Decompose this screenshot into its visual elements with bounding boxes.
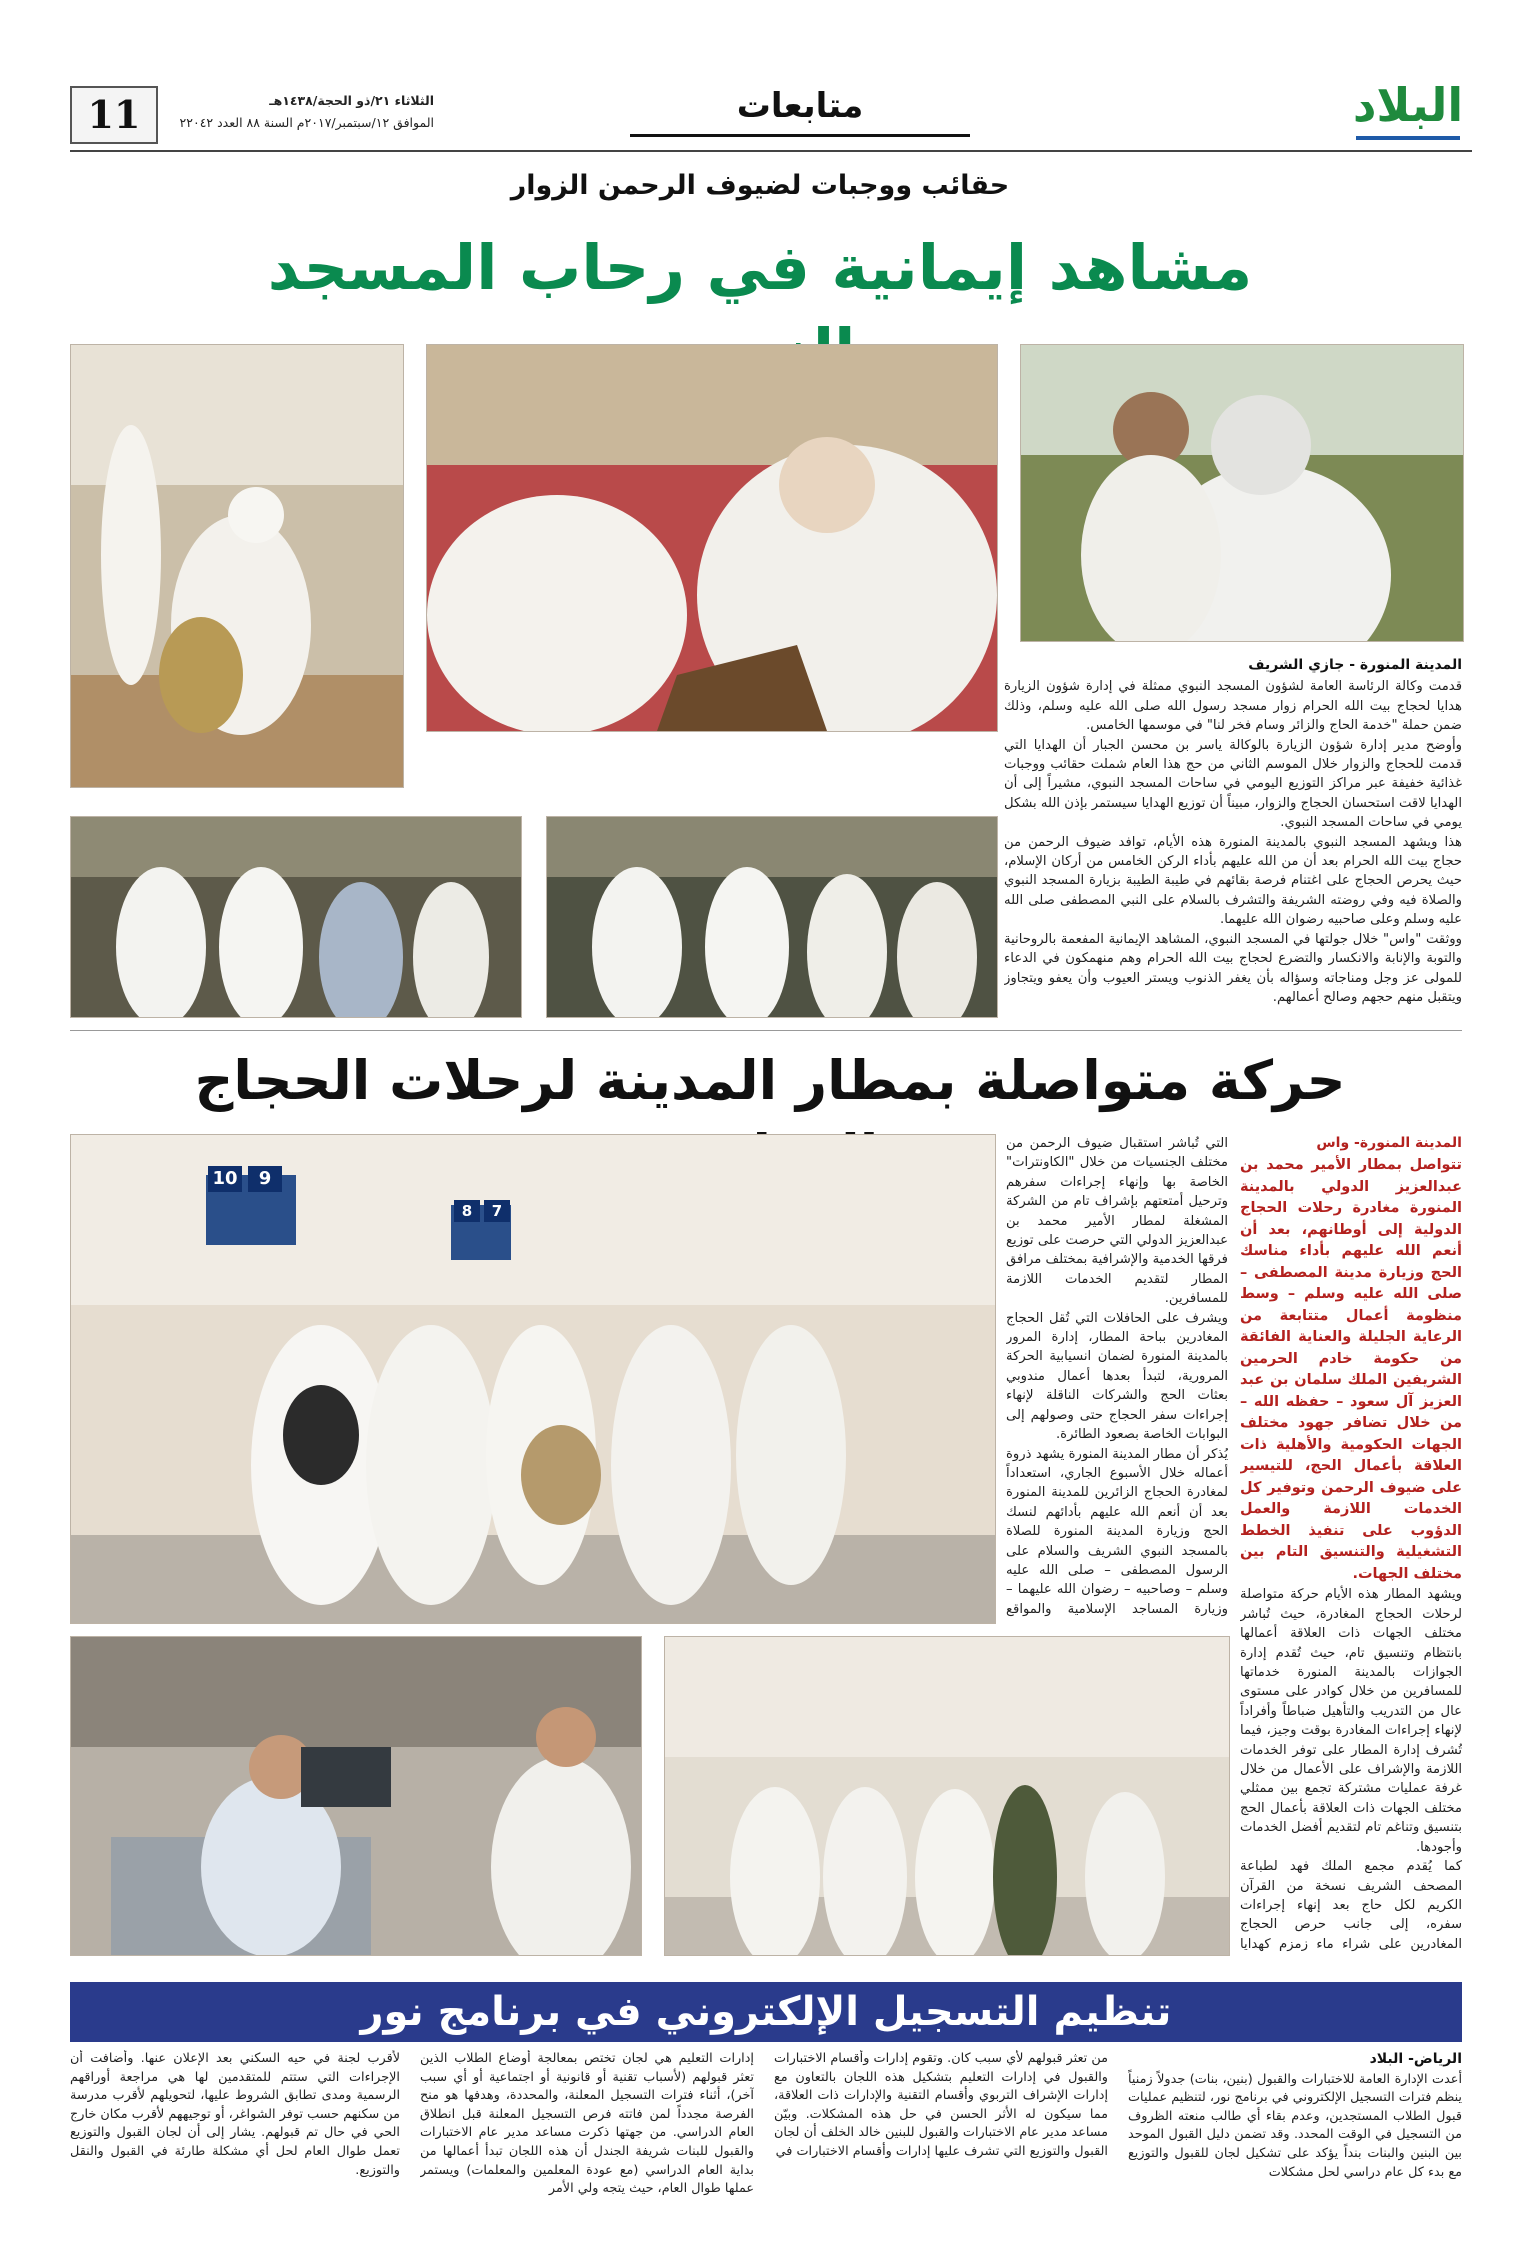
photo-security-checkpoint (664, 1636, 1230, 1956)
newspaper-logo: البلاد (1352, 78, 1464, 132)
story1-paragraph: هذا ويشهد المسجد النبوي بالمدينة المنورة هذه الأيام، توافد ضيوف الرحمن من حجاج بيت الله الحرام بعد أن من الله عليهم بأداء الركن الخامس من أركان الإسلام، حيث يحرص الحجاج على اغتنام فرصة بقائهم في طيبة الطيبة بزيارة المسجد النبوي والصلاة فيه وفي روضته الشريفة والتشرف بالسلام على النبي المصطفى صلى الله عليه وسلم وعلى صاحبيه رضوان الله عليهما. (1004, 834, 1462, 928)
story2-lead: تتواصل بمطار الأمير محمد بن عبدالعزيز الدولي بالمدينة المنورة مغادرة رحلات الحجاج الدولية إلى أوطانهم، بعد أن أنعم الله عليهم بأداء مناسك الحج وزيارة مدينة المصطفى – صلى الله عليه وسلم – وسط منظومة أعمال متتابعة من الرعاية الجليلة والعناية الفائقة من حكومة خادم الحرمين الشريفين الملك سلمان بن عبد العزيز آل سعود – حفظه الله – من خلال تضافر جهود مختلف الجهات الحكومية والأهلية ذات العلاقة بأعمال الحج، للتيسير على ضيوف الرحمن وتوفير كل الخدمات اللازمة والعمل الدؤوب على تنفيذ الخطط التشغيلية والتنسيق التام بين مختلف الجهات. (1240, 1157, 1462, 1582)
story3-dateline: الرياض- البلاد (1369, 2051, 1462, 2067)
divider (70, 1030, 1462, 1031)
story2-left-paragraph: التي تُباشر استقبال ضيوف الرحمن من مختلف الجنسيات من خلال "الكاونترات" الخاصة بها وإنهاء إجراءات سفرهم وترحيل أمتعتهم بإشراف تام من الشركة المشغلة لمطار الأمير محمد بن عبدالعزيز الدولي التي حرصت على توزيع فرقها الخدمية والإشرافية بمختلف مرافق المطار لتقديم الخدمات اللازمة للمسافرين. (1006, 1136, 1228, 1307)
story3-paragraph: لأقرب لجنة في حيه السكني بعد الإعلان عنها. وأضافت أن الإجراءات التي ستتم للمتقدمين لها هي مراجعة أوراقهم الرسمية ومدى تطابق الشروط عليها، لتحويلهم لأقرب مدرسة من سكنهم حسب توفر الشواغر، أو توجيههم لأقرب مكان خارج الحي في حال تم قبولهم. يشار إلى أن لجان القبول والتوزيع تعمل طوال العام لحل أي مشكلة طارئة في القبول والنقل والتوزيع. (70, 2051, 400, 2178)
story3-headline: تنظيم التسجيل الإلكتروني في برنامج نور (360, 1989, 1172, 2035)
gate-sign: 10 (208, 1166, 242, 1192)
gate-sign: 8 (454, 1200, 480, 1222)
section-underline (630, 134, 970, 137)
gate-sign: 9 (248, 1166, 282, 1192)
story2-right-column (1240, 1134, 1462, 1954)
story1-paragraph: ووثقت "واس" خلال جولتها في المسجد النبوي، المشاهد الإيمانية المفعمة بالروحانية والتوبة والإنابة والانكسار والتضرع لحجاج بيت الله الحرام وهم منهمكون في الدعاء للمولى عز وجل ومناجاته وسؤاله بأن يغفر الذنوب ويستر العيوب وأن يعفو ويتجاوز ويتقبل منهم حجهم وصالح أعمالهم. (1004, 931, 1462, 1005)
hijri-date: الثلاثاء ٢١/ذو الحجة/١٤٣٨هـ (269, 93, 434, 108)
photo-gift-distribution-1 (70, 816, 522, 1018)
photo-airport-departure-hall (70, 1134, 996, 1624)
story1-kicker: حقائب ووجبات لضيوف الرحمن الزوار (510, 170, 1010, 201)
story3-column-4 (70, 2050, 400, 2246)
story2-left-paragraph: ويشرف على الحافلات التي تُقل الحجاج المغادرين بباحة المطار، إدارة المرور بالمدينة المنورة لضمان انسيابية الحركة المرورية، لتبدأ بعدها أعمال مندوبي بعثات الحج والشركات الناقلة لإنهاء إجراءات سفر الحجاج حتى وصولهم إلى البوابات الخاصة بصعود الطائرة. (1006, 1310, 1228, 1443)
date-block (174, 90, 434, 134)
story2-left-paragraph: يُذكر أن مطار المدينة المنورة يشهد ذروة أعماله خلال الأسبوع الجاري، استعداداً لمغادرة الحجاج الزائرين للمدينة المنورة بعد أن أنعم الله عليهم بأدائهم لنسك الحج وزيارة المدينة المنورة للصلاة بالمسجد النبوي الشريف والسلام على الرسول المصطفى – صلى الله عليه وسلم – وصاحبيه – رضوان الله عليهما – وزيارة المساجد الإسلامية والمواقع (1006, 1446, 1228, 1617)
photo-pilgrim-kneeling (70, 344, 404, 788)
story2-right-paragraph: كما يُقدم مجمع الملك فهد لطباعة المصحف الشريف نسخة من القرآن الكريم لكل حاج بعد إنهاء إجراءات سفره، إلى جانب حرص الحجاج المغادرين على شراء ماء زمزم كهدايا (1240, 1859, 1462, 1952)
masthead-rule (70, 150, 1472, 152)
page-number: 11 (87, 92, 141, 137)
story2-headline: حركة متواصلة بمطار المدينة لرحلات الحجاج (194, 1049, 1346, 1112)
story1-paragraph: قدمت وكالة الرئاسة العامة لشؤون المسجد النبوي ممثلة في إدارة شؤون الزيارة هدايا لحجاج بيت الله الحرام زوار مسجد رسول الله صلى الله عليه وسلم، وذلك ضمن حملة "خدمة الحاج والزائر وسام فخر لنا" في موسمها الخامس. (1004, 679, 1462, 734)
section-title: متابعات (736, 86, 864, 126)
photo-elderly-praying (1020, 344, 1464, 642)
gate-sign: 7 (484, 1200, 510, 1222)
story3-paragraph: إدارات التعليم هي لجان تختص بمعالجة أوضاع الطلاب الذين تعثر قبولهم (لأسباب تقنية أو قانونية أو اجتماعية أو أي سبب آخر)، أثناء فترات التسجيل المعلنة، والمحددة، وهدفها هو منح الفرصة مجدداً لمن فاتته فرص التسجيل المعلنة قبل انطلاق العام الدراسي. من جهتها ذكرت مساعد مدير عام الاختبارات والقبول للبنات شريفة الجندل أن هذه اللجان تبدأ أعمالها من بداية العام الدراسي (مع عودة المعلمين والمعلمات) ويستمر عملها طوال العام، حيث يتجه ولي الأمر (420, 2051, 754, 2197)
photo-quran-reading (426, 344, 998, 732)
story2-right-paragraph: ويشهد المطار هذه الأيام حركة متواصلة لرحلات الحجاج المغادرة، حيث تُباشر مختلف الجهات ذات العلاقة أعمالها بانتظام وتنسيق تام، حيث تُقدم إدارة الجوازات بالمدينة المنورة خدماتها للمسافرين من خلال كوادر على مستوى عال من التدريب والتأهيل ضباطاً وأفراداً لإنهاء إجراءات المغادرة بوقت وجيز، فيما تُشرف إدارة المطار على توفر الخدمات اللازمة والإشراف على الأعمال من خلال غرفة عمليات مشتركة تجمع بين ممثلي مختلف الجهات ذات العلاقة بأعمال الحج بتنسيق وتناغم تام لتقديم أفضل الخدمات وأجودها. (1240, 1587, 1462, 1855)
story1-dateline: المدينة المنورة - جازي الشريف (1248, 657, 1462, 673)
story3-banner (70, 1982, 1462, 2042)
story3-column-2 (774, 2050, 1108, 2246)
masthead (70, 78, 1472, 146)
story1-paragraph: وأوضح مدير إدارة شؤون الزيارة بالوكالة ياسر بن محسن الجبار أن الهدايا التي قدمت للحجاج والزوار خلال الموسم الثاني من حج هذا العام شملت حقائب ووجبات غذائية خفيفة عبر مراكز التوزيع اليومي في ساحات المسجد النبوي، مشيراً إلى أن الهدايا لاقت استحسان الحجاج والزوار، مبيناً أن توزيع الهدايا سيستمر بإذن الله بشكل يومي في ساحات المسجد النبوي. (1004, 737, 1462, 831)
photo-gift-distribution-2 (546, 816, 998, 1018)
story1-text (1004, 656, 1462, 1016)
story3-paragraph: من تعثر قبولهم لأي سبب كان. وتقوم إدارات وأقسام الاختبارات والقبول في إدارات التعليم بتشكيل هذه اللجان بالتعاون مع إدارات الإشراف التربوي وأقسام التقنية والإدارات ذات العلاقة، مما سيكون له الأثر الحسن في حل هذه المشكلات. وبيّن مساعد مدير عام الاختبارات والقبول للبنين خالد الخلف أن لجان القبول والتوزيع التي تشرف عليها إدارات وأقسام الاختبارات في (774, 2051, 1108, 2159)
story2-left-column (1006, 1134, 1228, 1622)
story3-column-3 (420, 2050, 754, 2246)
gregorian-date: الموافق ١٢/سبتمبر/٢٠١٧م السنة ٨٨ العدد ٢٢٠٤٢ (179, 115, 434, 130)
photo-check-in-counter (70, 1636, 642, 1956)
logo-accent (1356, 136, 1460, 140)
story3-column-1 (1128, 2050, 1462, 2246)
story3-paragraph: أعدت الإدارة العامة للاختبارات والقبول (بنين، بنات) جدولاً زمنياً ينظم فترات التسجيل الإلكتروني في برنامج نور، لتنظيم عمليات قبول الطلاب المستجدين، وعدم بقاء أي طالب منعته الظروف من التسجيل في الوقت المحدد. وقد تضمن دليل القبول الموحد بين البنين والبنات بنداً يؤكد على تشكيل لجان للقبول والتوزيع مع بدء كل عام دراسي لحل مشكلات (1128, 2071, 1462, 2180)
story2-dateline: المدينة المنورة- واس (1316, 1135, 1462, 1151)
story1-headline: مشاهد إيمانية في رحاب المسجد (267, 231, 1253, 304)
page-number-box (70, 86, 158, 144)
